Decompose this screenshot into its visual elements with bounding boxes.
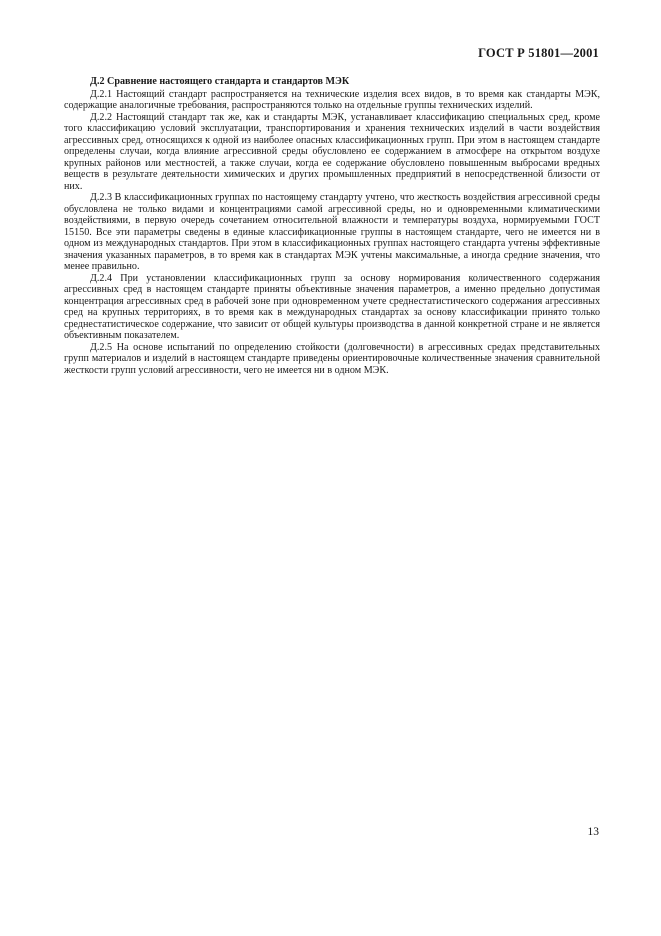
- document-code-header: ГОСТ Р 51801—2001: [478, 46, 599, 60]
- section-title: Д.2 Сравнение настоящего стандарта и стандартов МЭК: [90, 76, 350, 87]
- paragraph-d-2-4: Д.2.4 При установлении классификационных групп за основу нормирования количественного содержания агрессивных сред в настоящем стандарте приняты объективные значения параметров, а именно предельно допустимая концентрация агрессивных сред в рабочей зоне при одновременном учете среднестатистического содержания агрессивных сред на крупных территориях, в то время как в международных стандартах за основу классификации принято только среднестатистическое содержание, что зависит от общей культуры производства в данной конкретной стране и не является объективным показателем.: [64, 272, 600, 341]
- page-number: 13: [587, 826, 599, 838]
- paragraph-d-2-1: Д.2.1 Настоящий стандарт распространяется на технические изделия всех видов, в то время как стандарты МЭК, содержащие аналогичные требования, распространяются только на отдельные группы технических изделий.: [64, 88, 600, 111]
- paragraph-d-2-2: Д.2.2 Настоящий стандарт так же, как и стандарты МЭК, устанавливает классификацию специальных сред, кроме того классификацию условий эксплуатации, транспортирования и хранения технических изделий в части воздействия агрессивных сред, относящихся к одной из наиболее опасных классификационных групп. При этом в настоящем стандарте определены случаи, когда влияние агрессивной среды обусловлено ее содержанием в атмосфере на открытом воздухе крупных районов или местностей, а также случаи, когда ее содержание обусловлено повышенным выбросами вредных веществ в результате деятельности химических и других промышленных предприятий в непосредственной близости от них.: [64, 111, 600, 192]
- paragraph-d-2-5: Д.2.5 На основе испытаний по определению стойкости (долговечности) в агрессивных средах представительных групп материалов и изделий в настоящем стандарте приведены ориентировочные количественные значения сравнительной жесткости групп условий агрессивности, чего не имеется ни в одном МЭК.: [64, 341, 600, 376]
- paragraph-d-2-3: Д.2.3 В классификационных группах по настоящему стандарту учтено, что жесткость воздействия агрессивной среды обусловлена не только видами и концентрациями самой агрессивной среды, но и одновременными климатическими воздействиями, в первую очередь сочетанием относительной влажности и температуры воздуха, нормируемыми ГОСТ 15150. Все эти параметры сведены в единые классификационные группы в настоящем стандарте, чего не имеется ни в одном из международных стандартов. При этом в классификационных группах настоящего стандарта учтены эффективные значения указанных параметров, в то время как в стандартах МЭК учтены максимальные, а иногда средние значения, что менее правильно.: [64, 192, 600, 272]
- document-body: [64, 76, 600, 376]
